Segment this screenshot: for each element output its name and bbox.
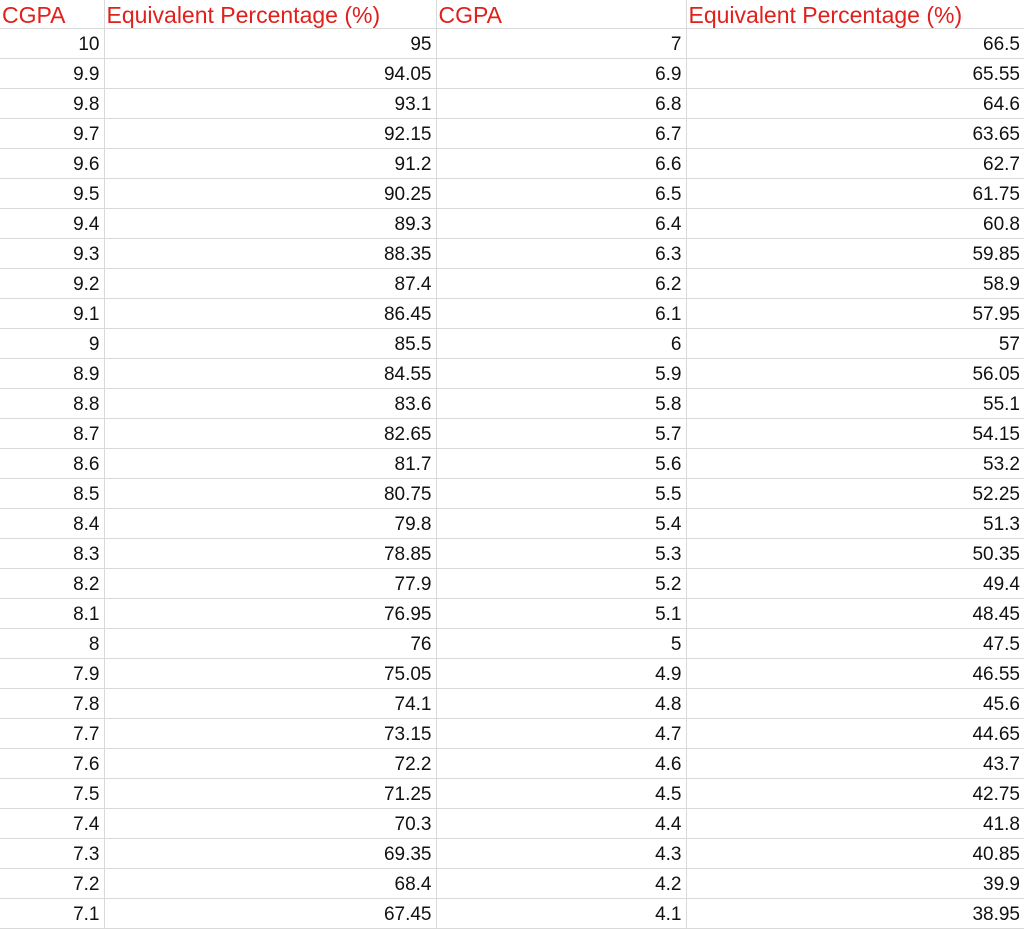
cell-cgpa-left[interactable]: 9.1 — [0, 298, 104, 328]
table-row — [0, 598, 1024, 628]
cell-percentage-left[interactable]: 79.8 — [104, 508, 436, 538]
cell-cgpa-left[interactable]: 8.9 — [0, 358, 104, 388]
cell-percentage-right[interactable]: 63.65 — [686, 118, 1024, 148]
cell-cgpa-right[interactable]: 4.7 — [436, 718, 686, 748]
cell-percentage-right[interactable]: 42.75 — [686, 778, 1024, 808]
cell-percentage-right[interactable]: 45.6 — [686, 688, 1024, 718]
cell-percentage-right[interactable]: 56.05 — [686, 358, 1024, 388]
cell-percentage-left[interactable]: 78.85 — [104, 538, 436, 568]
cell-cgpa-right[interactable]: 4.2 — [436, 868, 686, 898]
cell-percentage-right[interactable]: 61.75 — [686, 178, 1024, 208]
cell-percentage-left[interactable]: 70.3 — [104, 808, 436, 838]
table-row — [0, 238, 1024, 268]
table-row — [0, 178, 1024, 208]
cell-percentage-right[interactable]: 55.1 — [686, 388, 1024, 418]
cell-percentage-left[interactable]: 91.2 — [104, 148, 436, 178]
cell-cgpa-right[interactable]: 6.5 — [436, 178, 686, 208]
cell-percentage-left[interactable]: 76.95 — [104, 598, 436, 628]
table-row — [0, 208, 1024, 238]
cell-cgpa-left[interactable]: 8.3 — [0, 538, 104, 568]
cell-cgpa-left[interactable]: 9.2 — [0, 268, 104, 298]
table-row — [0, 748, 1024, 778]
cell-percentage-left[interactable]: 71.25 — [104, 778, 436, 808]
cell-percentage-left[interactable]: 77.9 — [104, 568, 436, 598]
cell-percentage-right[interactable]: 48.45 — [686, 598, 1024, 628]
header-percentage-left[interactable]: Equivalent Percentage (%) — [104, 0, 436, 28]
cell-percentage-right[interactable]: 60.8 — [686, 208, 1024, 238]
cell-cgpa-right[interactable]: 5.6 — [436, 448, 686, 478]
cell-cgpa-right[interactable]: 5.2 — [436, 568, 686, 598]
table-row — [0, 658, 1024, 688]
cell-percentage-left[interactable]: 74.1 — [104, 688, 436, 718]
cell-percentage-right[interactable]: 58.9 — [686, 268, 1024, 298]
cell-cgpa-right[interactable]: 6.6 — [436, 148, 686, 178]
cell-cgpa-left[interactable]: 7.2 — [0, 868, 104, 898]
cell-percentage-right[interactable]: 51.3 — [686, 508, 1024, 538]
cell-percentage-right[interactable]: 49.4 — [686, 568, 1024, 598]
cell-percentage-right[interactable]: 64.6 — [686, 88, 1024, 118]
header-cgpa-left[interactable]: CGPA — [0, 0, 104, 28]
cell-percentage-left[interactable]: 73.15 — [104, 718, 436, 748]
cell-percentage-left[interactable]: 93.1 — [104, 88, 436, 118]
cell-percentage-right[interactable]: 57 — [686, 328, 1024, 358]
table-row — [0, 688, 1024, 718]
cell-cgpa-left[interactable]: 8.4 — [0, 508, 104, 538]
cell-cgpa-left[interactable]: 8.8 — [0, 388, 104, 418]
cell-percentage-right[interactable]: 40.85 — [686, 838, 1024, 868]
cell-percentage-right[interactable]: 41.8 — [686, 808, 1024, 838]
cell-cgpa-left[interactable]: 9.3 — [0, 238, 104, 268]
cell-percentage-left[interactable]: 89.3 — [104, 208, 436, 238]
cell-cgpa-right[interactable]: 6.2 — [436, 268, 686, 298]
cell-percentage-left[interactable]: 69.35 — [104, 838, 436, 868]
cell-percentage-left[interactable]: 87.4 — [104, 268, 436, 298]
cell-cgpa-right[interactable]: 4.6 — [436, 748, 686, 778]
cell-cgpa-right[interactable]: 5.8 — [436, 388, 686, 418]
table-row — [0, 58, 1024, 88]
cell-cgpa-right[interactable]: 6.9 — [436, 58, 686, 88]
cell-percentage-left[interactable]: 88.35 — [104, 238, 436, 268]
cell-cgpa-right[interactable]: 4.4 — [436, 808, 686, 838]
cell-cgpa-left[interactable]: 7.1 — [0, 898, 104, 928]
cell-cgpa-left[interactable]: 7.3 — [0, 838, 104, 868]
cell-percentage-right[interactable]: 47.5 — [686, 628, 1024, 658]
cell-percentage-right[interactable]: 46.55 — [686, 658, 1024, 688]
cell-cgpa-right[interactable]: 5.7 — [436, 418, 686, 448]
cell-cgpa-right[interactable]: 4.1 — [436, 898, 686, 928]
cell-percentage-left[interactable]: 84.55 — [104, 358, 436, 388]
cell-cgpa-left[interactable]: 8.7 — [0, 418, 104, 448]
cell-percentage-right[interactable]: 57.95 — [686, 298, 1024, 328]
table-row — [0, 418, 1024, 448]
cell-cgpa-right[interactable]: 6.4 — [436, 208, 686, 238]
cell-cgpa-right[interactable]: 5.5 — [436, 478, 686, 508]
cell-percentage-right[interactable]: 53.2 — [686, 448, 1024, 478]
cell-cgpa-left[interactable]: 7.5 — [0, 778, 104, 808]
cell-percentage-right[interactable]: 44.65 — [686, 718, 1024, 748]
table-row — [0, 448, 1024, 478]
table-row — [0, 148, 1024, 178]
table-row — [0, 388, 1024, 418]
cell-percentage-left[interactable]: 67.45 — [104, 898, 436, 928]
cell-cgpa-left[interactable]: 9.5 — [0, 178, 104, 208]
cell-percentage-left[interactable]: 72.2 — [104, 748, 436, 778]
table-row — [0, 88, 1024, 118]
table-row — [0, 898, 1024, 928]
table-row — [0, 628, 1024, 658]
cell-percentage-right[interactable]: 38.95 — [686, 898, 1024, 928]
cell-percentage-left[interactable]: 83.6 — [104, 388, 436, 418]
table-row — [0, 358, 1024, 388]
cell-percentage-right[interactable]: 62.7 — [686, 148, 1024, 178]
cell-cgpa-right[interactable]: 5.3 — [436, 538, 686, 568]
table-row — [0, 328, 1024, 358]
cell-percentage-left[interactable]: 94.05 — [104, 58, 436, 88]
cell-percentage-left[interactable]: 75.05 — [104, 658, 436, 688]
cell-cgpa-right[interactable]: 6.7 — [436, 118, 686, 148]
cell-percentage-left[interactable]: 82.65 — [104, 418, 436, 448]
cell-percentage-left[interactable]: 68.4 — [104, 868, 436, 898]
cell-cgpa-left[interactable]: 9.4 — [0, 208, 104, 238]
cell-cgpa-right[interactable]: 5.1 — [436, 598, 686, 628]
cell-percentage-left[interactable]: 86.45 — [104, 298, 436, 328]
cell-cgpa-left[interactable]: 9.9 — [0, 58, 104, 88]
cell-percentage-left[interactable]: 76 — [104, 628, 436, 658]
cell-cgpa-left[interactable]: 9.6 — [0, 148, 104, 178]
table-row — [0, 508, 1024, 538]
cell-cgpa-left[interactable]: 8.1 — [0, 598, 104, 628]
cell-percentage-right[interactable]: 50.35 — [686, 538, 1024, 568]
table-row — [0, 118, 1024, 148]
header-row — [0, 0, 1024, 28]
cell-cgpa-right[interactable]: 7 — [436, 28, 686, 58]
cell-percentage-left[interactable]: 81.7 — [104, 448, 436, 478]
cell-cgpa-left[interactable]: 8.2 — [0, 568, 104, 598]
cell-cgpa-left[interactable]: 10 — [0, 28, 104, 58]
header-percentage-right[interactable]: Equivalent Percentage (%) — [686, 0, 1024, 28]
cell-cgpa-left[interactable]: 8.6 — [0, 448, 104, 478]
table-row — [0, 28, 1024, 58]
cell-cgpa-right[interactable]: 5.9 — [436, 358, 686, 388]
table-row — [0, 778, 1024, 808]
cell-percentage-right[interactable]: 43.7 — [686, 748, 1024, 778]
cell-cgpa-right[interactable]: 4.9 — [436, 658, 686, 688]
table-row — [0, 568, 1024, 598]
cell-cgpa-right[interactable]: 5 — [436, 628, 686, 658]
cell-cgpa-right[interactable]: 6 — [436, 328, 686, 358]
cell-cgpa-left[interactable]: 7.7 — [0, 718, 104, 748]
cell-percentage-left[interactable]: 92.15 — [104, 118, 436, 148]
cell-percentage-right[interactable]: 66.5 — [686, 28, 1024, 58]
cell-cgpa-right[interactable]: 6.3 — [436, 238, 686, 268]
cell-percentage-right[interactable]: 54.15 — [686, 418, 1024, 448]
table-row — [0, 808, 1024, 838]
cell-cgpa-right[interactable]: 6.8 — [436, 88, 686, 118]
table-row — [0, 718, 1024, 748]
cell-cgpa-left[interactable]: 7.9 — [0, 658, 104, 688]
cell-cgpa-right[interactable]: 5.4 — [436, 508, 686, 538]
cell-cgpa-right[interactable]: 4.5 — [436, 778, 686, 808]
cell-percentage-left[interactable]: 80.75 — [104, 478, 436, 508]
header-cgpa-right[interactable]: CGPA — [436, 0, 686, 28]
table-body — [0, 28, 1024, 928]
cell-cgpa-left[interactable]: 8 — [0, 628, 104, 658]
cell-cgpa-left[interactable]: 9 — [0, 328, 104, 358]
cell-percentage-right[interactable]: 39.9 — [686, 868, 1024, 898]
table-row — [0, 478, 1024, 508]
cell-percentage-left[interactable]: 85.5 — [104, 328, 436, 358]
cell-cgpa-right[interactable]: 4.8 — [436, 688, 686, 718]
table-row — [0, 268, 1024, 298]
cell-cgpa-left[interactable]: 7.8 — [0, 688, 104, 718]
table-row — [0, 868, 1024, 898]
cell-cgpa-left[interactable]: 8.5 — [0, 478, 104, 508]
cell-cgpa-right[interactable]: 4.3 — [436, 838, 686, 868]
cell-cgpa-left[interactable]: 7.4 — [0, 808, 104, 838]
cell-percentage-left[interactable]: 90.25 — [104, 178, 436, 208]
cell-percentage-right[interactable]: 59.85 — [686, 238, 1024, 268]
cell-cgpa-right[interactable]: 6.1 — [436, 298, 686, 328]
table-row — [0, 538, 1024, 568]
cell-percentage-left[interactable]: 95 — [104, 28, 436, 58]
table-row — [0, 298, 1024, 328]
cell-percentage-right[interactable]: 65.55 — [686, 58, 1024, 88]
cell-cgpa-left[interactable]: 9.8 — [0, 88, 104, 118]
cell-cgpa-left[interactable]: 9.7 — [0, 118, 104, 148]
cell-cgpa-left[interactable]: 7.6 — [0, 748, 104, 778]
table-row — [0, 838, 1024, 868]
cell-percentage-right[interactable]: 52.25 — [686, 478, 1024, 508]
